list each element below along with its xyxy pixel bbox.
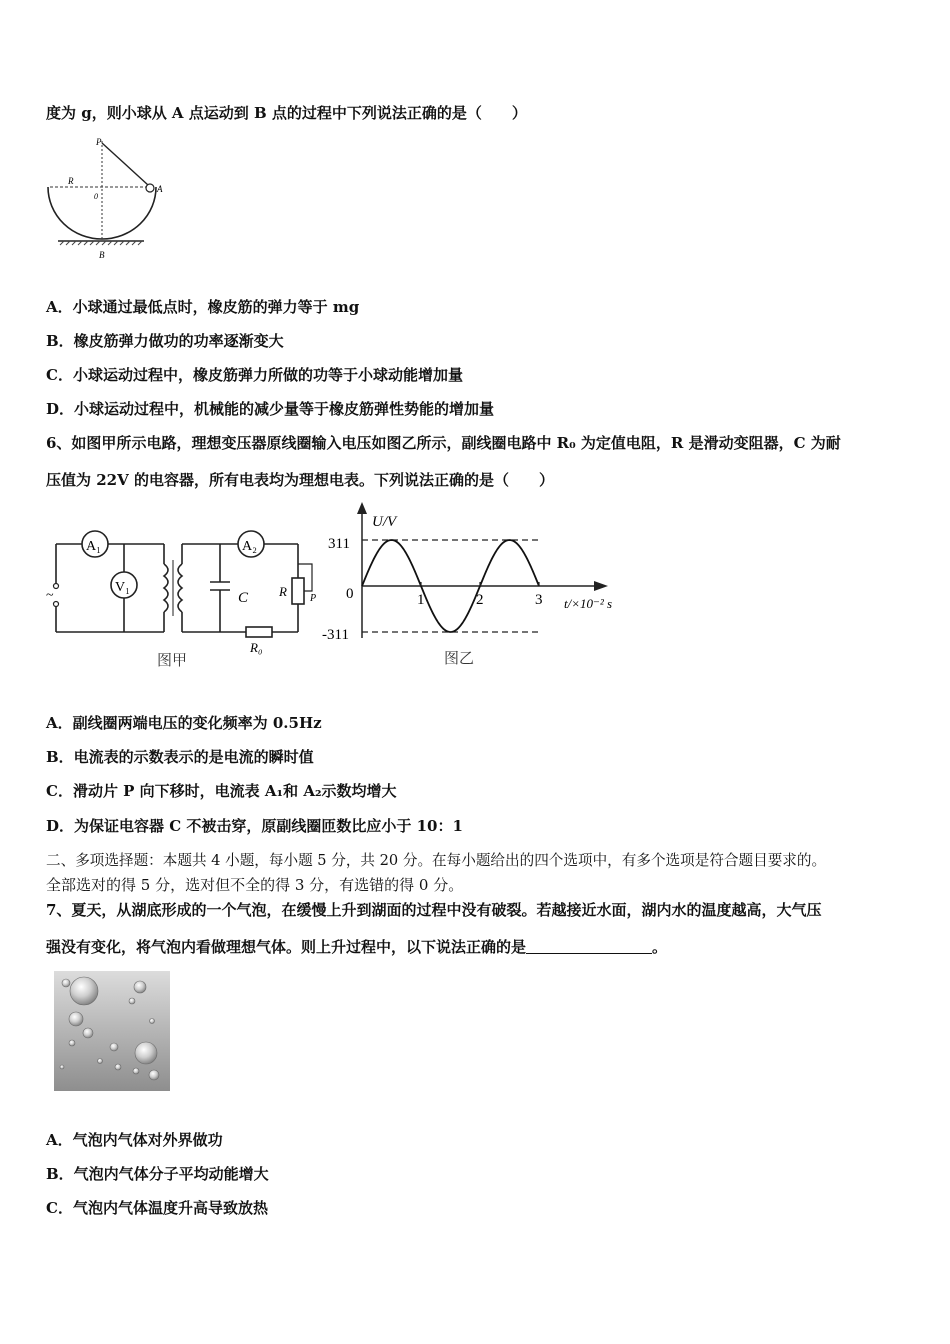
q6-option-d: D．为保证电容器 C 不被击穿，原副线圈匝数比应小于 10：1: [46, 817, 463, 835]
y-tick-0: 0: [346, 586, 354, 602]
q7-stem-line1: 7、夏天，从湖底形成的一个气泡，在缓慢上升到湖面的过程中没有破裂。若越接近水面，湖内水的温度越高，大气压: [46, 901, 822, 919]
label-o: 0: [94, 192, 98, 201]
x-tick-3: 3: [535, 592, 543, 608]
circuit-caption: 图甲: [157, 653, 188, 669]
x-tick-2: 2: [476, 592, 484, 608]
q5-bowl-figure: [44, 135, 174, 263]
q6-option-a: A．副线圈两端电压的变化频率为 0.5Hz: [46, 714, 322, 732]
x-tick-1: 1: [417, 592, 425, 608]
q7-stem-line2-wrap: [46, 936, 667, 957]
q6-option-b: B．电流表的示数表示的是电流的瞬时值: [46, 748, 314, 766]
bubbles-image: [54, 971, 170, 1091]
q5-option-b: B．橡皮筋弹力做功的功率逐渐变大: [46, 332, 284, 350]
y-tick-311: 311: [328, 536, 350, 552]
voltmeter-v1-label: V₁: [115, 580, 130, 595]
section2-line2: 全部选对的得 5 分，选对但不全的得 3 分，有选错的得 0 分。: [46, 876, 464, 894]
q7-option-b: B．气泡内气体分子平均动能增大: [46, 1165, 269, 1183]
answer-blank: [526, 939, 652, 954]
x-axis-label: t/×10⁻² s: [564, 596, 613, 611]
y-axis-arrow-icon: [357, 502, 367, 514]
q5-option-a: A．小球通过最低点时，橡皮筋的弹力等于 mg: [46, 298, 360, 316]
ammeter-a2-label: A₂: [242, 539, 257, 554]
slider-p-label: P: [310, 593, 317, 604]
r0-label: R₀: [250, 640, 263, 655]
q7-stem-end: 。: [652, 938, 668, 956]
ammeter-a1-label: A₁: [86, 539, 101, 554]
capacitor-label: C: [238, 590, 249, 606]
q6-option-c: C．滑动片 P 向下移时，电流表 A₁和 A₂示数均增大: [46, 782, 397, 800]
q7-option-c: C．气泡内气体温度升高导致放热: [46, 1199, 268, 1217]
y-tick-minus-311: -311: [322, 627, 349, 643]
y-axis-label: U/V: [372, 514, 397, 530]
label-b: B: [99, 250, 105, 260]
q5-option-d: D．小球运动过程中，机械能的减少量等于橡皮筋弹性势能的增加量: [46, 400, 495, 418]
label-r: R: [68, 176, 74, 186]
graph-caption: 图乙: [444, 651, 475, 667]
section2-line1: 二、多项选择题：本题共 4 小题，每小题 5 分，共 20 分。在每小题给出的四个选项中，有多个选项是符合题目要求的。: [46, 852, 827, 869]
ball-icon: [146, 184, 154, 192]
ac-source-icon: ~: [46, 588, 54, 603]
q5-stem: 度为 g，则小球从 A 点运动到 B 点的过程中下列说法正确的是（ ）: [46, 104, 527, 122]
x-axis-arrow-icon: [594, 581, 608, 591]
q7-option-a: A．气泡内气体对外界做功: [46, 1131, 223, 1149]
q6-stem-line1: 6、如图甲所示电路，理想变压器原线圈输入电压如图乙所示，副线圈电路中 R₀ 为定值电阻，R 是滑动变阻器，C 为耐: [46, 434, 841, 452]
q7-stem-line2: 强没有变化，将气泡内看做理想气体。则上升过程中，以下说法正确的是: [46, 938, 527, 956]
label-a: A: [157, 184, 163, 194]
q5-option-c: C．小球运动过程中，橡皮筋弹力所做的功等于小球动能增加量: [46, 366, 463, 384]
q6-voltage-chart: [320, 500, 640, 670]
label-p: P: [96, 137, 102, 147]
rheostat-label: R: [279, 584, 287, 599]
q6-circuit-figure: [40, 524, 330, 674]
q6-stem-line2: 压值为 22V 的电容器，所有电表均为理想电表。下列说法正确的是（ ）: [46, 471, 554, 489]
